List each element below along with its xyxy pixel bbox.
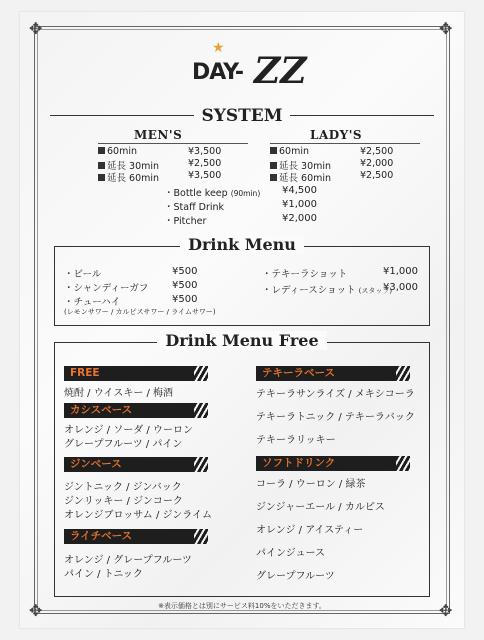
free-item: グレープフルーツ — [256, 571, 335, 582]
extras-price: ¥1,000 — [282, 199, 317, 210]
logo-mark: ZZ — [254, 50, 307, 92]
extras-row: ・Bottle keep (90min) — [164, 188, 261, 199]
free-item: オレンジ / ソーダ / ウーロン — [64, 425, 193, 436]
free-menu-title: Drink Menu Free — [157, 331, 326, 350]
free-menu-title-wrap — [20, 331, 464, 350]
mens-heading: MEN'S — [134, 128, 183, 142]
extras-price: ¥4,500 — [282, 185, 317, 196]
drink-price: ¥500 — [172, 266, 198, 277]
category-cassis: カシスベース — [64, 403, 194, 418]
footer-note: ※表示価格とは別にサービス料10%をいただきます。 — [158, 602, 326, 610]
corner-ornament-icon: ✥ — [439, 601, 453, 620]
drink-item: ・レディースショット (スタッフ) — [262, 285, 393, 296]
mens-row: 延長 30min — [98, 158, 159, 172]
ladys-heading: LADY'S — [310, 128, 363, 142]
free-item: オレンジ / アイスティー — [256, 525, 364, 536]
category-soft-drink: ソフトドリンク — [256, 456, 396, 471]
category-gin: ジンベース — [64, 457, 194, 472]
mens-price: ¥2,500 — [188, 158, 222, 169]
free-item: コーラ / ウーロン / 緑茶 — [256, 479, 366, 490]
free-item: テキーラリッキー — [256, 435, 336, 446]
free-item: オレンジブロッサム / ジンライム — [64, 510, 212, 521]
mens-price: ¥3,500 — [188, 170, 222, 181]
corner-ornament-icon: ✥ — [439, 19, 453, 38]
drink-price: ¥500 — [172, 280, 198, 291]
extras-row: ・Staff Drink — [164, 202, 225, 213]
free-item: テキーラサンライズ / メキシコーラ — [256, 389, 415, 400]
menu-card — [20, 12, 464, 628]
system-title: SYSTEM — [201, 106, 283, 126]
category-free: FREE — [64, 366, 194, 381]
free-item: 焼酎 / ウイスキー / 梅酒 — [64, 388, 174, 399]
mens-price: ¥3,500 — [188, 146, 222, 157]
extras-row: ・Pitcher — [164, 216, 207, 227]
category-lychee: ライチベース — [64, 529, 194, 544]
extras-price: ¥2,000 — [282, 213, 317, 224]
ladys-price: ¥2,500 — [360, 170, 394, 181]
divider — [98, 143, 248, 144]
drink-item: ・チューハイ — [64, 297, 121, 308]
mens-row: 60min — [98, 146, 137, 157]
free-item: ジンジャーエール / カルピス — [256, 502, 385, 513]
corner-ornament-icon: ✥ — [29, 601, 43, 620]
free-item: ジンリッキー / ジンコーク — [64, 496, 183, 507]
drink-menu-title-wrap — [20, 235, 464, 254]
mens-row: 延長 60min — [98, 170, 159, 184]
ladys-row: 延長 30min — [270, 158, 331, 172]
free-item: パインジュース — [256, 548, 326, 559]
day-zz-logo — [192, 40, 307, 92]
drink-item: ・ビール — [64, 269, 102, 280]
star-icon: ★ — [212, 40, 225, 56]
drink-menu-title: Drink Menu — [180, 235, 304, 254]
drink-item: ・テキーラショット — [262, 269, 348, 280]
ladys-price: ¥2,500 — [360, 146, 394, 157]
free-item: グレープフルーツ / パイン — [64, 439, 183, 450]
free-item: パイン / トニック — [64, 569, 143, 580]
ladys-row: 60min — [270, 146, 309, 157]
drink-price: ¥3,000 — [383, 282, 418, 293]
free-item: オレンジ / グレープフルーツ — [64, 555, 192, 566]
drink-price: ¥1,000 — [383, 266, 418, 277]
drink-sub: (レモンサワー / カルピスサワー / ライムサワー) — [64, 308, 216, 316]
ladys-price: ¥2,000 — [360, 158, 394, 169]
free-item: ジントニック / ジンバック — [64, 482, 182, 493]
drink-item: ・シャンディーガフ — [64, 283, 149, 294]
divider — [270, 143, 420, 144]
corner-ornament-icon: ✥ — [29, 19, 43, 38]
ladys-row: 延長 60min — [270, 170, 331, 184]
category-tequila: テキーラベース — [256, 366, 396, 381]
drink-price: ¥500 — [172, 294, 198, 305]
logo-text: DAY- — [192, 60, 244, 85]
free-item: テキーラトニック / テキーラバック — [256, 412, 415, 423]
